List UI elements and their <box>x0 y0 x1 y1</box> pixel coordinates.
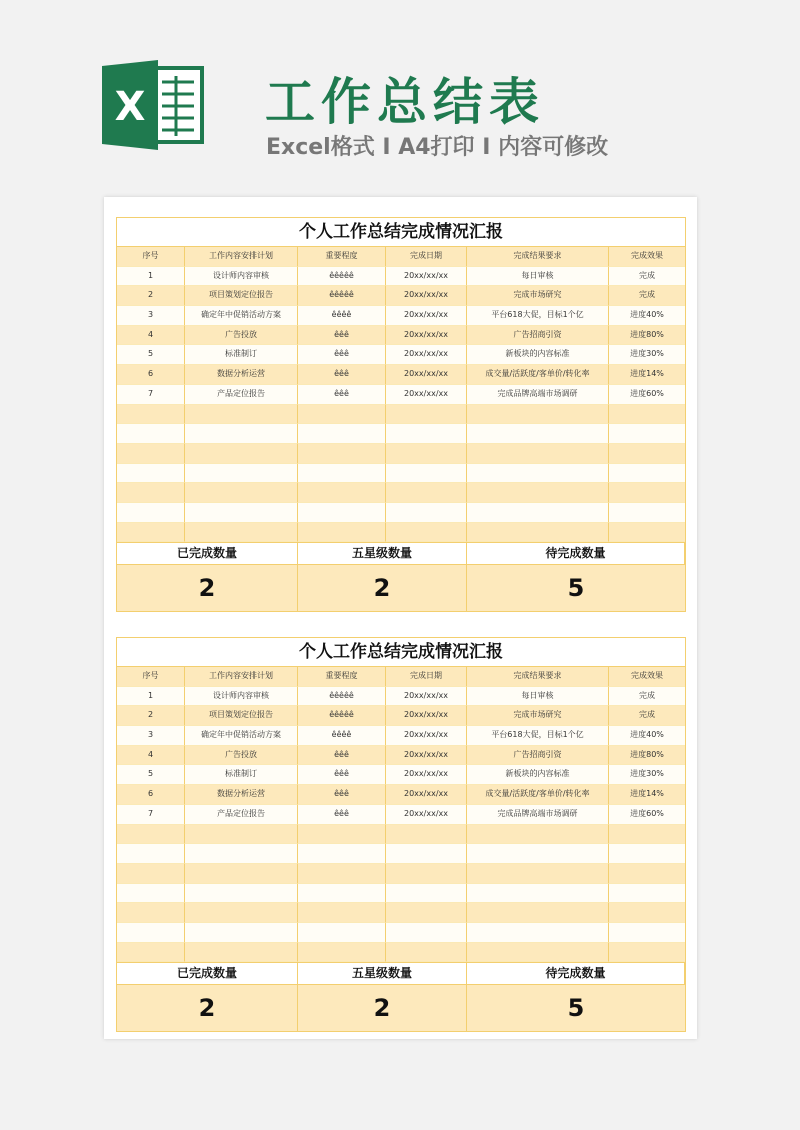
table-cell[interactable]: 进度60% <box>609 805 685 825</box>
empty-cell[interactable] <box>609 943 685 963</box>
data-table <box>117 667 685 962</box>
summary-value[interactable]: 2 <box>117 565 298 611</box>
table-cell[interactable]: 广告投放 <box>185 326 298 346</box>
empty-cell[interactable] <box>386 903 467 923</box>
table-cell[interactable]: 数据分析运营 <box>185 785 298 805</box>
empty-cell[interactable] <box>467 483 609 503</box>
empty-cell[interactable] <box>185 444 298 464</box>
empty-cell[interactable] <box>185 923 298 943</box>
table-cell[interactable]: 平台618大促，目标1个亿 <box>467 726 609 746</box>
empty-cell[interactable] <box>298 523 386 543</box>
summary-label[interactable]: 待完成数量 <box>467 962 685 985</box>
table-cell[interactable]: 完成 <box>609 267 685 287</box>
header <box>0 0 800 195</box>
empty-cell[interactable] <box>609 884 685 904</box>
summary-block <box>117 962 685 1031</box>
table-cell[interactable]: êêê <box>298 385 386 405</box>
table-cell[interactable]: 设计师内容审核 <box>185 687 298 707</box>
column-header[interactable]: 完成效果 <box>609 247 685 267</box>
empty-cell[interactable] <box>609 864 685 884</box>
table-cell[interactable]: 20xx/xx/xx <box>386 805 467 825</box>
empty-cell[interactable] <box>185 884 298 904</box>
empty-cell[interactable] <box>185 464 298 484</box>
empty-cell[interactable] <box>467 943 609 963</box>
empty-cell[interactable] <box>298 884 386 904</box>
empty-cell[interactable] <box>467 503 609 523</box>
summary-label[interactable]: 已完成数量 <box>117 542 298 565</box>
empty-cell[interactable] <box>609 825 685 845</box>
column-header[interactable]: 序号 <box>117 247 185 267</box>
table-cell[interactable]: 20xx/xx/xx <box>386 365 467 385</box>
table-cell[interactable]: 成交量/活跃度/客单价/转化率 <box>467 785 609 805</box>
table-cell[interactable]: êêêê <box>298 306 386 326</box>
empty-cell[interactable] <box>386 523 467 543</box>
table-cell[interactable]: 4 <box>117 326 185 346</box>
empty-cell[interactable] <box>609 844 685 864</box>
empty-cell[interactable] <box>467 825 609 845</box>
empty-cell[interactable] <box>185 424 298 444</box>
table-cell[interactable]: 平台618大促，目标1个亿 <box>467 306 609 326</box>
table-cell[interactable]: 设计师内容审核 <box>185 267 298 287</box>
table-cell[interactable]: 进度80% <box>609 326 685 346</box>
summary-value[interactable]: 5 <box>467 565 685 611</box>
table-cell[interactable]: 数据分析运营 <box>185 365 298 385</box>
table-cell[interactable]: 20xx/xx/xx <box>386 267 467 287</box>
table-cell[interactable]: 20xx/xx/xx <box>386 306 467 326</box>
table-cell[interactable]: 2 <box>117 706 185 726</box>
empty-cell[interactable] <box>386 483 467 503</box>
empty-cell[interactable] <box>609 405 685 425</box>
column-header[interactable]: 完成结果要求 <box>467 667 609 687</box>
table-cell[interactable]: 20xx/xx/xx <box>386 785 467 805</box>
table-cell[interactable]: 5 <box>117 345 185 365</box>
table-cell[interactable]: 20xx/xx/xx <box>386 326 467 346</box>
sheet-title: 个人工作总结完成情况汇报 <box>117 638 685 667</box>
summary-value[interactable]: 2 <box>117 985 298 1031</box>
empty-cell[interactable] <box>386 444 467 464</box>
empty-cell[interactable] <box>467 903 609 923</box>
svg-text:X: X <box>114 84 146 130</box>
column-header[interactable]: 序号 <box>117 667 185 687</box>
table-cell[interactable]: 进度30% <box>609 765 685 785</box>
empty-cell[interactable] <box>609 503 685 523</box>
empty-cell[interactable] <box>117 444 185 464</box>
table-cell[interactable]: êêê <box>298 765 386 785</box>
column-header[interactable]: 工作内容安排计划 <box>185 667 298 687</box>
empty-cell[interactable] <box>386 424 467 444</box>
empty-cell[interactable] <box>467 864 609 884</box>
table-cell[interactable]: êêêêê <box>298 687 386 707</box>
table-cell[interactable]: 完成品牌高端市场调研 <box>467 805 609 825</box>
empty-cell[interactable] <box>117 864 185 884</box>
table-cell[interactable]: 项目策划定位报告 <box>185 706 298 726</box>
empty-cell[interactable] <box>298 903 386 923</box>
empty-cell[interactable] <box>386 464 467 484</box>
table-cell[interactable]: êêêêê <box>298 267 386 287</box>
table-cell[interactable]: 广告招商引资 <box>467 746 609 766</box>
table-cell[interactable]: 进度60% <box>609 385 685 405</box>
empty-cell[interactable] <box>185 503 298 523</box>
table-cell[interactable]: 标准制订 <box>185 765 298 785</box>
column-header[interactable]: 工作内容安排计划 <box>185 247 298 267</box>
empty-cell[interactable] <box>467 523 609 543</box>
empty-cell[interactable] <box>185 903 298 923</box>
table-cell[interactable]: 6 <box>117 785 185 805</box>
empty-cell[interactable] <box>609 923 685 943</box>
empty-cell[interactable] <box>467 844 609 864</box>
empty-cell[interactable] <box>467 424 609 444</box>
report-sheet <box>116 637 686 1032</box>
empty-cell[interactable] <box>298 405 386 425</box>
table-cell[interactable]: 5 <box>117 765 185 785</box>
table-cell[interactable]: 4 <box>117 746 185 766</box>
report-sheet <box>116 217 686 612</box>
table-cell[interactable]: 每日审核 <box>467 267 609 287</box>
empty-cell[interactable] <box>609 523 685 543</box>
summary-label[interactable]: 五星级数量 <box>298 542 467 565</box>
empty-cell[interactable] <box>117 923 185 943</box>
empty-cell[interactable] <box>467 444 609 464</box>
empty-cell[interactable] <box>467 464 609 484</box>
table-cell[interactable]: 每日审核 <box>467 687 609 707</box>
empty-cell[interactable] <box>386 844 467 864</box>
empty-cell[interactable] <box>386 503 467 523</box>
column-header[interactable]: 完成日期 <box>386 247 467 267</box>
empty-cell[interactable] <box>117 424 185 444</box>
empty-cell[interactable] <box>117 503 185 523</box>
summary-value[interactable]: 2 <box>298 565 467 611</box>
empty-cell[interactable] <box>185 943 298 963</box>
empty-cell[interactable] <box>185 864 298 884</box>
empty-cell[interactable] <box>386 923 467 943</box>
empty-cell[interactable] <box>298 864 386 884</box>
table-cell[interactable]: êêê <box>298 785 386 805</box>
table-cell[interactable]: 20xx/xx/xx <box>386 726 467 746</box>
empty-cell[interactable] <box>117 844 185 864</box>
table-cell[interactable]: 进度30% <box>609 345 685 365</box>
table-cell[interactable]: 20xx/xx/xx <box>386 687 467 707</box>
table-cell[interactable]: 产品定位报告 <box>185 805 298 825</box>
empty-cell[interactable] <box>386 864 467 884</box>
empty-cell[interactable] <box>117 523 185 543</box>
empty-cell[interactable] <box>386 943 467 963</box>
empty-cell[interactable] <box>298 943 386 963</box>
table-cell[interactable]: 20xx/xx/xx <box>386 746 467 766</box>
table-cell[interactable]: 产品定位报告 <box>185 385 298 405</box>
summary-label[interactable]: 已完成数量 <box>117 962 298 985</box>
empty-cell[interactable] <box>117 825 185 845</box>
table-cell[interactable]: 1 <box>117 687 185 707</box>
table-cell[interactable]: êêêê <box>298 726 386 746</box>
table-cell[interactable]: 完成市场研究 <box>467 286 609 306</box>
table-cell[interactable]: êêê <box>298 365 386 385</box>
column-header[interactable]: 完成效果 <box>609 667 685 687</box>
empty-cell[interactable] <box>298 424 386 444</box>
table-cell[interactable]: êêêêê <box>298 286 386 306</box>
empty-cell[interactable] <box>298 825 386 845</box>
table-cell[interactable]: 20xx/xx/xx <box>386 286 467 306</box>
table-cell[interactable]: 新板块的内容标准 <box>467 765 609 785</box>
table-cell[interactable]: 6 <box>117 365 185 385</box>
empty-cell[interactable] <box>298 483 386 503</box>
empty-cell[interactable] <box>117 943 185 963</box>
table-cell[interactable]: 广告招商引资 <box>467 326 609 346</box>
table-cell[interactable]: 7 <box>117 385 185 405</box>
empty-cell[interactable] <box>298 923 386 943</box>
table-cell[interactable]: 确定年中促销活动方案 <box>185 726 298 746</box>
table-cell[interactable]: êêê <box>298 805 386 825</box>
empty-cell[interactable] <box>386 884 467 904</box>
table-cell[interactable]: 20xx/xx/xx <box>386 706 467 726</box>
table-cell[interactable]: 完成 <box>609 286 685 306</box>
data-table <box>117 247 685 542</box>
empty-cell[interactable] <box>386 405 467 425</box>
column-header[interactable]: 重要程度 <box>298 667 386 687</box>
summary-value[interactable]: 2 <box>298 985 467 1031</box>
empty-cell[interactable] <box>298 844 386 864</box>
table-cell[interactable]: 标准制订 <box>185 345 298 365</box>
table-cell[interactable]: 3 <box>117 306 185 326</box>
empty-cell[interactable] <box>298 503 386 523</box>
empty-cell[interactable] <box>117 884 185 904</box>
table-cell[interactable]: 7 <box>117 805 185 825</box>
empty-cell[interactable] <box>609 444 685 464</box>
table-cell[interactable]: 广告投放 <box>185 746 298 766</box>
table-cell[interactable]: 进度14% <box>609 365 685 385</box>
empty-cell[interactable] <box>467 923 609 943</box>
table-cell[interactable]: êêêêê <box>298 706 386 726</box>
table-cell[interactable]: 项目策划定位报告 <box>185 286 298 306</box>
table-cell[interactable]: 3 <box>117 726 185 746</box>
empty-cell[interactable] <box>117 903 185 923</box>
empty-cell[interactable] <box>467 884 609 904</box>
table-cell[interactable]: êêê <box>298 326 386 346</box>
table-cell[interactable]: 进度14% <box>609 785 685 805</box>
table-cell[interactable]: 1 <box>117 267 185 287</box>
empty-cell[interactable] <box>298 444 386 464</box>
summary-label[interactable]: 五星级数量 <box>298 962 467 985</box>
page-title: 工作总结表 <box>265 73 545 131</box>
column-header[interactable]: 重要程度 <box>298 247 386 267</box>
column-header[interactable]: 完成结果要求 <box>467 247 609 267</box>
empty-cell[interactable] <box>386 825 467 845</box>
table-cell[interactable]: 20xx/xx/xx <box>386 345 467 365</box>
summary-block <box>117 542 685 611</box>
table-cell[interactable]: 进度40% <box>609 726 685 746</box>
empty-cell[interactable] <box>609 464 685 484</box>
table-cell[interactable]: 完成 <box>609 687 685 707</box>
table-cell[interactable]: 新板块的内容标准 <box>467 345 609 365</box>
empty-cell[interactable] <box>185 523 298 543</box>
empty-cell[interactable] <box>185 405 298 425</box>
empty-cell[interactable] <box>117 464 185 484</box>
summary-value[interactable]: 5 <box>467 985 685 1031</box>
summary-label[interactable]: 待完成数量 <box>467 542 685 565</box>
table-cell[interactable]: 完成品牌高端市场调研 <box>467 385 609 405</box>
table-cell[interactable]: 完成市场研究 <box>467 706 609 726</box>
table-cell[interactable]: 确定年中促销活动方案 <box>185 306 298 326</box>
table-cell[interactable]: 成交量/活跃度/客单价/转化率 <box>467 365 609 385</box>
table-cell[interactable]: 20xx/xx/xx <box>386 765 467 785</box>
sheet-title: 个人工作总结完成情况汇报 <box>117 218 685 247</box>
table-cell[interactable]: 20xx/xx/xx <box>386 385 467 405</box>
table-cell[interactable]: êêê <box>298 345 386 365</box>
table-cell[interactable]: 2 <box>117 286 185 306</box>
empty-cell[interactable] <box>185 844 298 864</box>
empty-cell[interactable] <box>467 405 609 425</box>
empty-cell[interactable] <box>609 424 685 444</box>
empty-cell[interactable] <box>117 483 185 503</box>
empty-cell[interactable] <box>298 464 386 484</box>
column-header[interactable]: 完成日期 <box>386 667 467 687</box>
table-cell[interactable]: 进度80% <box>609 746 685 766</box>
empty-cell[interactable] <box>185 483 298 503</box>
excel-logo-icon <box>102 60 206 150</box>
table-cell[interactable]: 完成 <box>609 706 685 726</box>
page-subtitle: Excel格式 I A4打印 I 内容可修改 <box>266 135 609 160</box>
empty-cell[interactable] <box>609 903 685 923</box>
empty-cell[interactable] <box>117 405 185 425</box>
empty-cell[interactable] <box>609 483 685 503</box>
table-cell[interactable]: 进度40% <box>609 306 685 326</box>
empty-cell[interactable] <box>185 825 298 845</box>
table-cell[interactable]: êêê <box>298 746 386 766</box>
